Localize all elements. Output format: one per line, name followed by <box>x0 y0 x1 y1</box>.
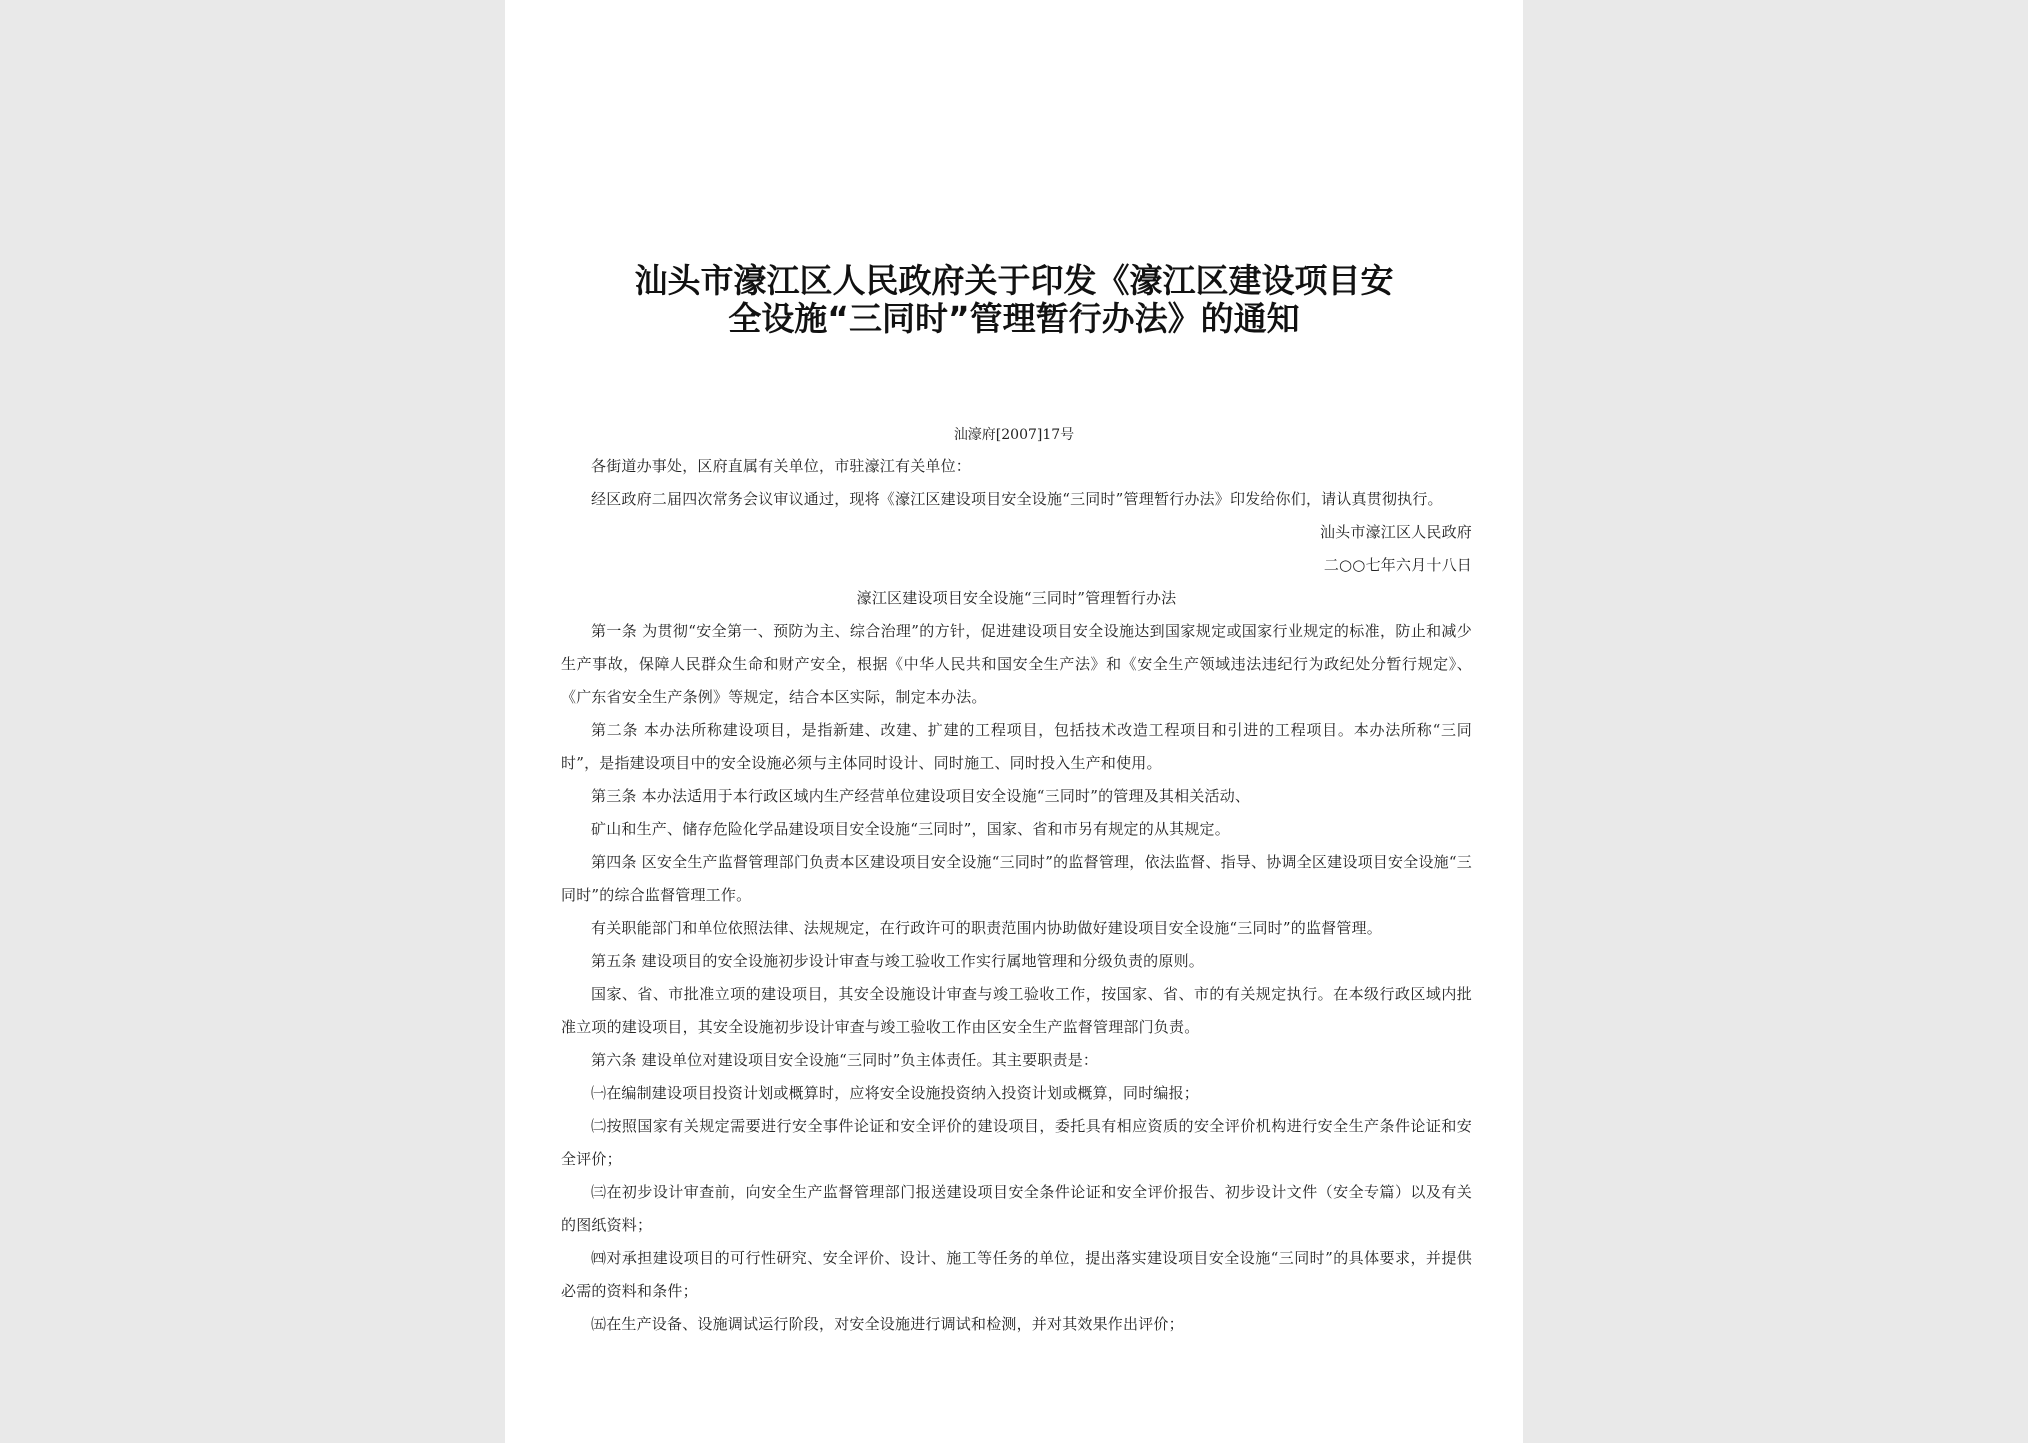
measure-title: 濠江区建设项目安全设施“三同时”管理暂行办法 <box>856 589 1177 607</box>
salutation: 各街道办事处，区府直属有关单位，市驻濠江有关单位： <box>591 457 972 475</box>
issuer: 汕头市濠江区人民政府 <box>1319 523 1472 541</box>
paragraph: ㈣对承担建设项目的可行性研究、安全评价、设计、施工等任务的单位，提出落实建设项目安全设施“三同时”的具体要求，并提供必需的资料和条件； <box>561 1249 1472 1300</box>
paragraph: 第二条 本办法所称建设项目，是指新建、改建、扩建的工程项目，包括技术改造工程项目和引进的工程项目。本办法所称“三同时”，是指建设项目中的安全设施必须与主体同时设计、同时施工、同时投入生产和使用。 <box>561 721 1472 772</box>
paragraph: ㈤在生产设备、设施调试运行阶段，对安全设施进行调试和检测，并对其效果作出评价； <box>591 1315 1184 1333</box>
title-line-2: 全设施“三同时”管理暂行办法》的通知 <box>728 299 1300 338</box>
paragraph: 第五条 建设项目的安全设施初步设计审查与竣工验收工作实行属地管理和分级负责的原则。 <box>591 952 1204 970</box>
paragraph: 第四条 区安全生产监督管理部门负责本区建设项目安全设施“三同时”的监督管理，依法监督、指导、协调全区建设项目安全设施“三同时”的综合监督管理工作。 <box>561 853 1472 904</box>
paragraph: 第三条 本办法适用于本行政区域内生产经营单位建设项目安全设施“三同时”的管理及其相关活动、 <box>591 787 1251 805</box>
title-line-1: 汕头市濠江区人民政府关于印发《濠江区建设项目安 <box>634 261 1394 300</box>
paragraph: 第六条 建设单位对建设项目安全设施“三同时”负主体责任。其主要职责是： <box>591 1051 1099 1069</box>
paragraph: ㈢在初步设计审查前，向安全生产监督管理部门报送建设项目安全条件论证和安全评价报告、初步设计文件（安全专篇）以及有关的图纸资料； <box>561 1183 1472 1234</box>
paragraph: ㈠在编制建设项目投资计划或概算时，应将安全设施投资纳入投资计划或概算，同时编报； <box>591 1084 1200 1102</box>
paragraph: 有关职能部门和单位依照法律、法规规定，在行政许可的职责范围内协助做好建设项目安全设施“三同时”的监督管理。 <box>591 919 1382 937</box>
intro-paragraph: 经区政府二届四次常务会议审议通过，现将《濠江区建设项目安全设施“三同时”管理暂行办法》印发给你们，请认真贯彻执行。 <box>591 490 1443 508</box>
paragraph: 国家、省、市批准立项的建设项目，其安全设施设计审查与竣工验收工作，按国家、省、市的有关规定执行。在本级行政区域内批准立项的建设项目，其安全设施初步设计审查与竣工验收工作由区安全生产监督管理部门负责。 <box>561 985 1472 1036</box>
document-page <box>505 0 1523 1443</box>
document-title <box>545 262 1483 338</box>
paragraph: ㈡按照国家有关规定需要进行安全事件论证和安全评价的建设项目，委托具有相应资质的安全评价机构进行安全生产条件论证和安全评价； <box>561 1117 1472 1168</box>
document-number: 汕濠府[2007]17号 <box>953 427 1075 443</box>
issue-date: 二○○七年六月十八日 <box>1323 556 1472 574</box>
paragraph: 第一条 为贯彻“安全第一、预防为主、综合治理”的方针，促进建设项目安全设施达到国家规定或国家行业规定的标准，防止和减少生产事故，保障人民群众生命和财产安全，根据《中华人民共和国安全生产法》和《安全生产领域违法违纪行为政纪处分暂行规定》、《广东省安全生产条例》等规定，结合本区实际，制定本办法。 <box>561 622 1472 706</box>
paragraph: 矿山和生产、储存危险化学品建设项目安全设施“三同时”，国家、省和市另有规定的从其规定。 <box>591 820 1230 838</box>
notice-body <box>561 450 1472 1341</box>
